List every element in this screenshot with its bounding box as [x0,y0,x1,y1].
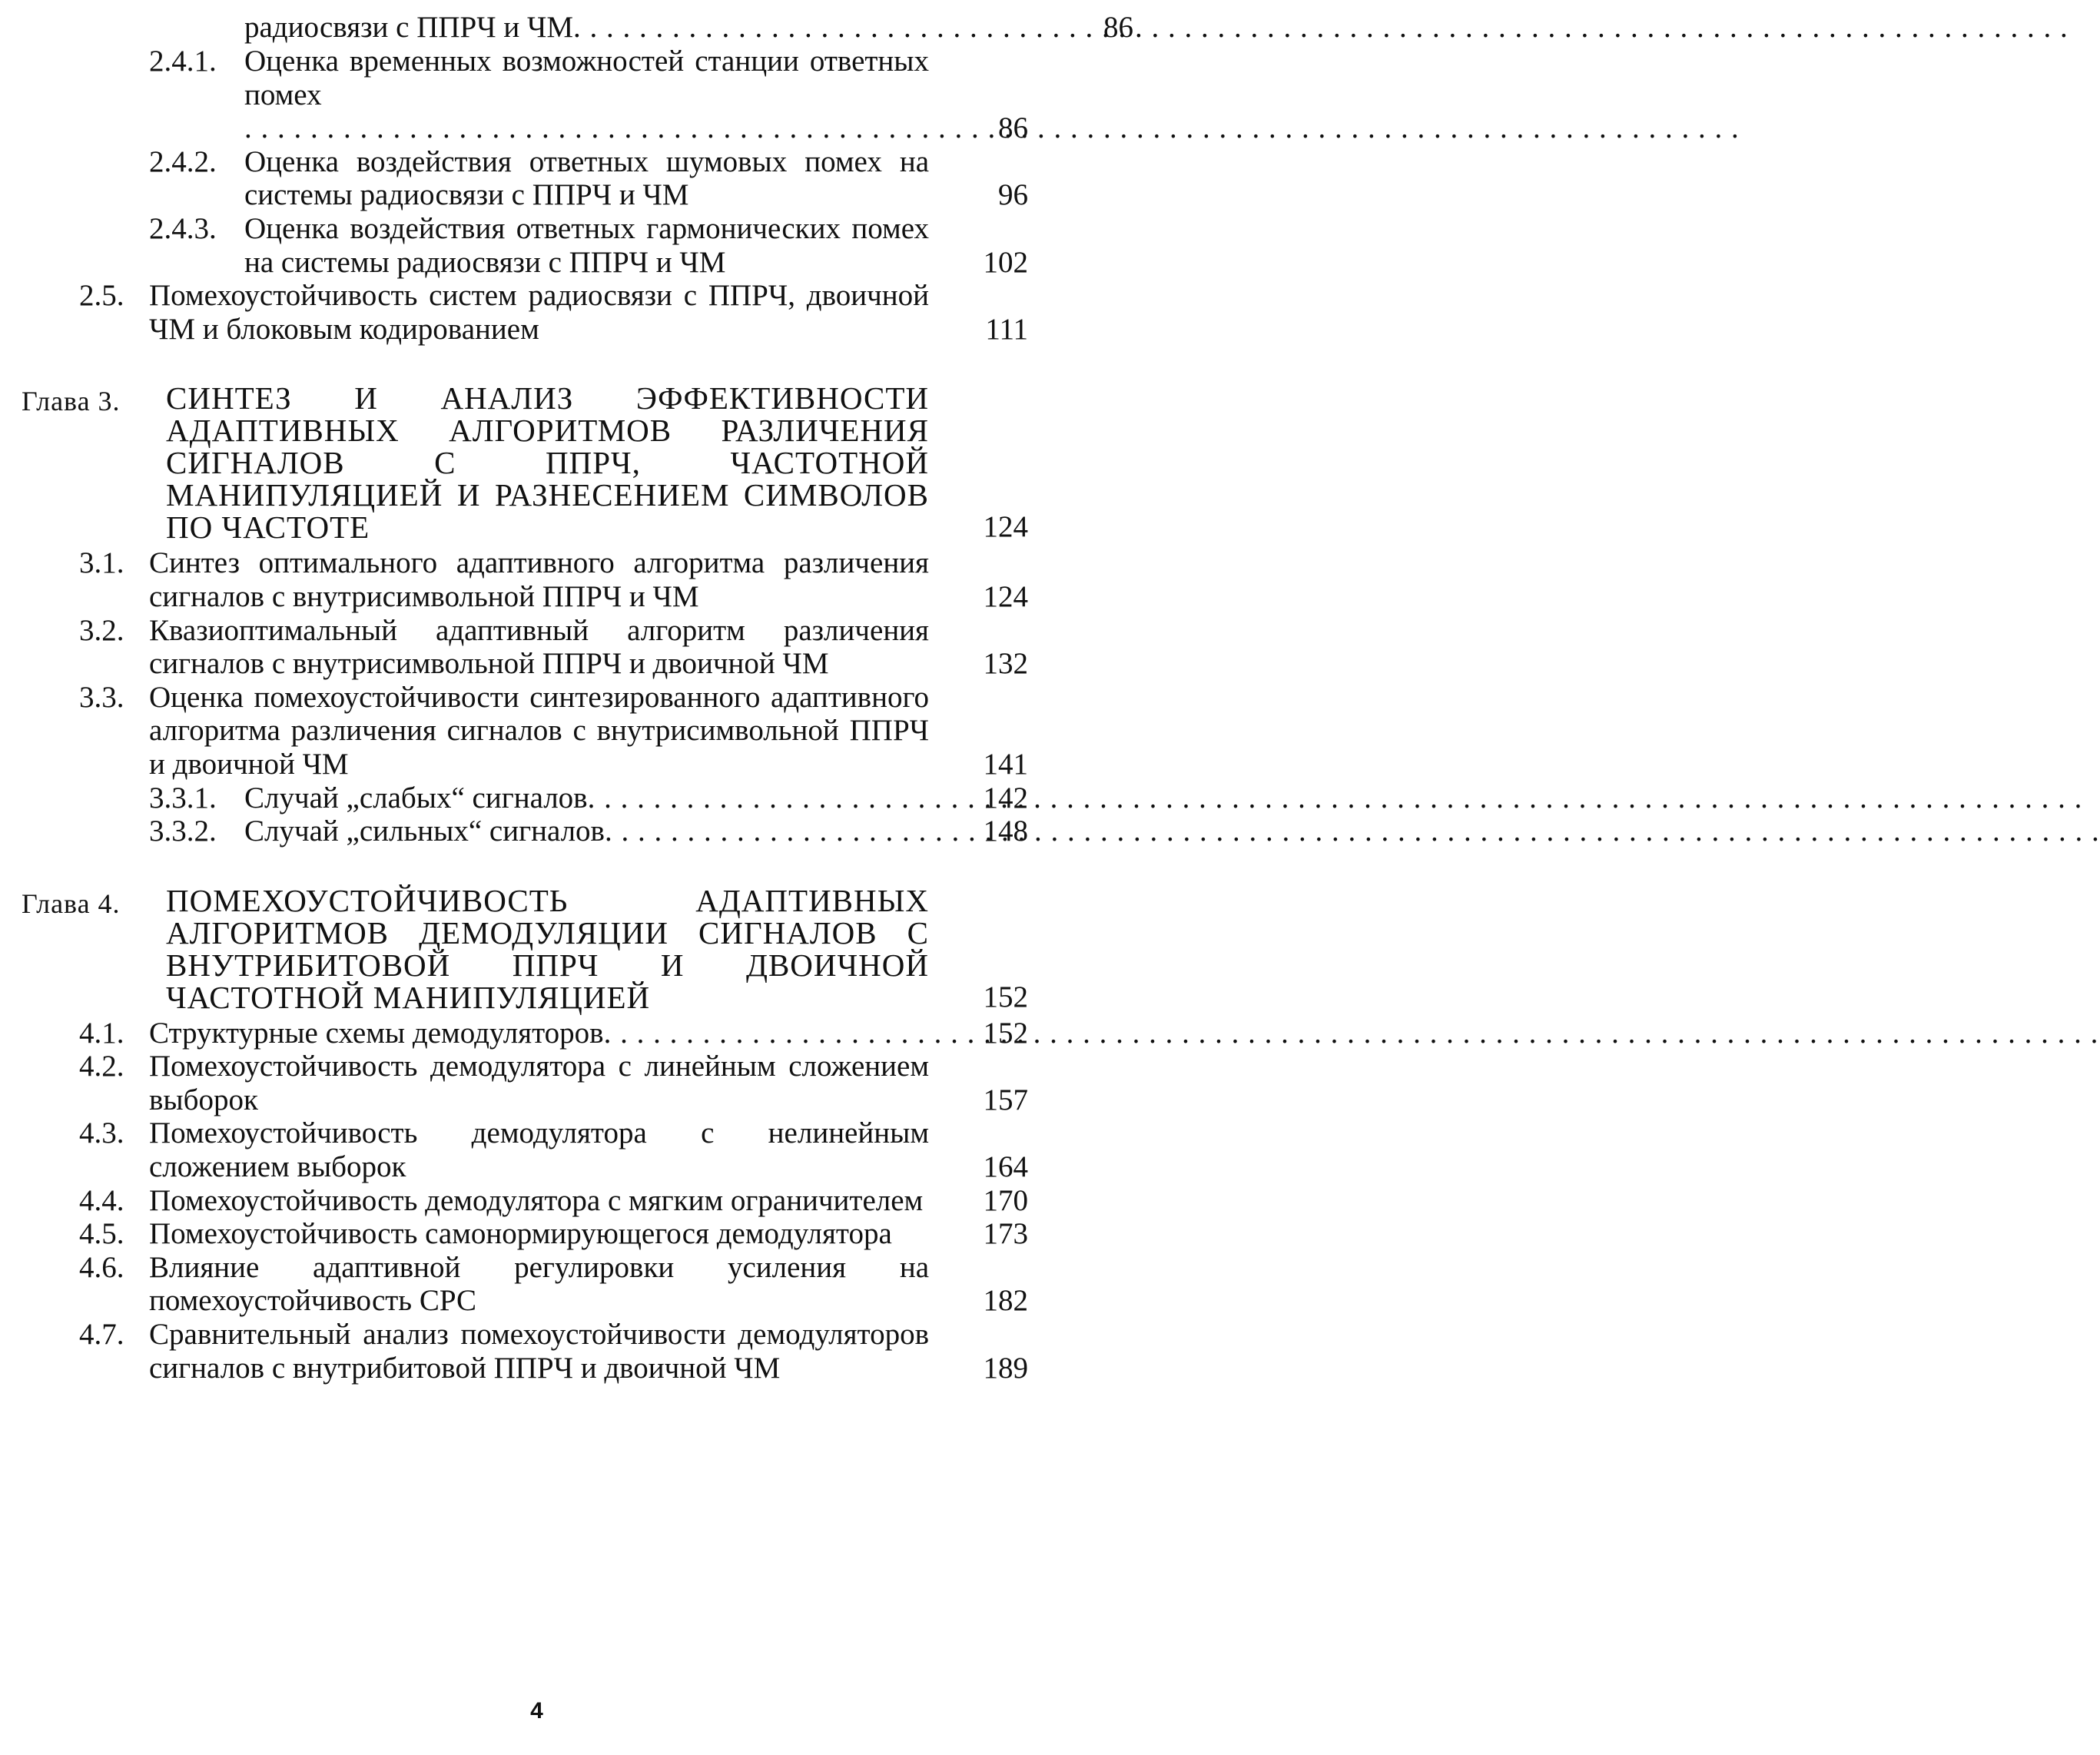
toc-entry-text [22,11,1057,45]
chapter-page: 124 [983,510,1028,544]
toc-entry[interactable] [22,614,1028,681]
toc-entry-page: 152 [983,1016,1028,1050]
toc-entry-number: 3.3. [79,680,124,714]
chapter-label: Глава 4. [22,887,121,919]
chapter-page: 152 [983,980,1028,1014]
toc-entry-title: Помехоустойчивость самонормирующегося демодулятора [149,1217,892,1251]
toc-entry[interactable] [22,1184,1028,1218]
toc-entry[interactable] [22,1251,1028,1318]
toc-entry-title: Влияние адаптивной регулировки усиления на помехоустойчивость СРС [149,1250,929,1318]
dot-leader [604,1017,2099,1050]
toc-entry-text [149,1116,929,1183]
toc-entry-number: 4.7. [79,1318,124,1352]
toc-entry-text [244,212,929,279]
toc-entry-title: радиосвязи с ППРЧ и ЧМ [244,11,573,45]
toc-entry-number: 4.1. [79,1016,124,1050]
toc-entry-page: 102 [983,245,1028,279]
toc-entry-page: 148 [983,814,1028,848]
toc-entry-text [149,546,929,613]
toc-entry-title: Случай „слабых“ сигналов [244,781,588,814]
toc-entry[interactable] [22,45,1028,145]
table-of-contents [22,11,1133,1385]
toc-entry-number: 4.4. [79,1183,124,1217]
toc-entry-number: 4.6. [79,1250,124,1284]
toc-entry-title: Случай „сильных“ сигналов [244,814,605,848]
toc-entry[interactable] [22,279,1028,346]
chapter-heading[interactable] [22,380,1028,546]
toc-entry-number: 2.4.3. [149,211,217,245]
toc-entry-title: Сравнительный анализ помехоустойчивости демодуляторов сигналов с внутрибитовой ППРЧ и двоичной ЧМ [149,1318,929,1385]
toc-entry-title: Помехоустойчивость систем радиосвязи с ППРЧ, двоичной ЧМ и блоковым кодированием [149,279,929,346]
toc-entry-number: 4.2. [79,1050,124,1083]
toc-entry-title: Оценка воздействия ответных гармонических помех на системы радиосвязи с ППРЧ и ЧМ [244,211,929,279]
toc-entry[interactable] [22,212,1028,279]
chapter-label: Глава 3. [22,386,121,417]
toc-entry-number: 4.5. [79,1217,124,1251]
toc-entry-page: 111 [985,312,1028,346]
toc-entry-number: 2.4.1. [149,45,217,78]
toc-entry-text [149,279,929,346]
toc-entry[interactable] [22,546,1028,613]
chapter-title-text: СИНТЕЗ И АНАЛИЗ ЭФФЕКТИВНОСТИ АДАПТИВНЫХ АЛГОРИТМОВ РАЗЛИЧЕНИЯ СИГНАЛОВ С ППРЧ, ЧАСТОТНОЙ МАНИПУЛЯЦИЕЙ И РАЗНЕСЕНИЕМ СИМВОЛОВ ПО ЧАСТОТЕ [166,380,929,546]
toc-entry-text [149,614,929,681]
toc-entry-title: Синтез оптимального адаптивного алгоритма различения сигналов с внутрисимвольной ППРЧ и ЧМ [149,546,929,613]
toc-entry-page: 132 [983,647,1028,681]
toc-entry[interactable] [22,781,1028,815]
toc-entry-page: 189 [983,1351,1028,1385]
chapter-heading[interactable] [22,884,1028,1014]
toc-entry-number: 2.5. [79,279,124,313]
toc-entry-number: 2.4.2. [149,144,217,178]
toc-entry-text [244,45,929,145]
toc-entry[interactable] [22,1116,1028,1183]
toc-entry-text [149,1318,929,1385]
toc-entry-number: 3.2. [79,613,124,647]
toc-entry-page: 96 [998,178,1028,212]
toc-entry-text [149,1017,929,1050]
toc-entry-title: Оценка временных возможностей станции ответных помех [244,45,929,111]
toc-entry-page: 86 [1103,11,1133,45]
toc-entry[interactable] [22,1017,1028,1050]
toc-entry-number: 3.3.1. [149,781,217,814]
toc-entry-title: Помехоустойчивость демодулятора с мягким ограничителем [149,1183,924,1217]
toc-entry-title: Структурные схемы демодуляторов [149,1016,604,1050]
toc-entry-page: 182 [983,1284,1028,1318]
toc-entry-title: Оценка воздействия ответных шумовых помех на системы радиосвязи с ППРЧ и ЧМ [244,144,929,212]
dot-leader [605,814,2100,848]
toc-entry-text [149,681,929,781]
toc-entry[interactable] [22,1318,1028,1385]
toc-entry-title: Помехоустойчивость демодулятора с линейным сложением выборок [149,1050,929,1116]
toc-entry-text [244,814,929,848]
toc-entry-title: Квазиоптимальный адаптивный алгоритм различения сигналов с внутрисимвольной ППРЧ и двоичной ЧМ [149,613,929,681]
toc-entry-page: 86 [998,111,1028,145]
chapter-title [166,884,929,1014]
toc-entry-page: 164 [983,1150,1028,1184]
toc-entry-number: 4.3. [79,1116,124,1150]
toc-entry[interactable] [22,1217,1028,1251]
toc-entry-text [149,1251,929,1318]
toc-entry-page: 173 [983,1217,1028,1251]
dot-leader [573,11,2068,45]
toc-entry-page: 142 [983,781,1028,814]
page-number: 4 [530,1698,543,1723]
dot-leader [588,781,2083,815]
toc-entry-page: 170 [983,1183,1028,1217]
toc-entry-title: Оценка помехоустойчивости синтезированного адаптивного алгоритма различения сигналов с внутрисимвольной ППРЧ и двоичной ЧМ [149,680,929,781]
toc-entry-title: Помехоустойчивость демодулятора с нелинейным сложением выборок [149,1116,929,1184]
toc-entry[interactable] [22,681,1028,781]
toc-entry-number: 3.3.2. [149,814,217,848]
toc-entry-number: 3.1. [79,546,124,580]
chapter-title-text: ПОМЕХОУСТОЙЧИВОСТЬ АДАПТИВНЫХ АЛГОРИТМОВ ДЕМОДУЛЯЦИИ СИГНАЛОВ С ВНУТРИБИТОВОЙ ППРЧ И ДВОИЧНОЙ ЧАСТОТНОЙ МАНИПУЛЯЦИЕЙ [166,882,929,1015]
toc-entry[interactable] [22,11,1133,45]
toc-entry-page: 141 [983,747,1028,781]
toc-entry-page: 157 [983,1083,1028,1116]
toc-entry[interactable] [22,1050,1028,1116]
toc-entry-text [149,1184,929,1218]
toc-entry-text [244,145,929,212]
toc-entry-text [149,1217,929,1251]
toc-entry-text [149,1050,929,1116]
toc-entry[interactable] [22,145,1028,212]
chapter-title [166,380,929,546]
toc-entry-text [244,781,929,815]
toc-entry[interactable] [22,814,1028,848]
toc-entry-page: 124 [983,579,1028,613]
